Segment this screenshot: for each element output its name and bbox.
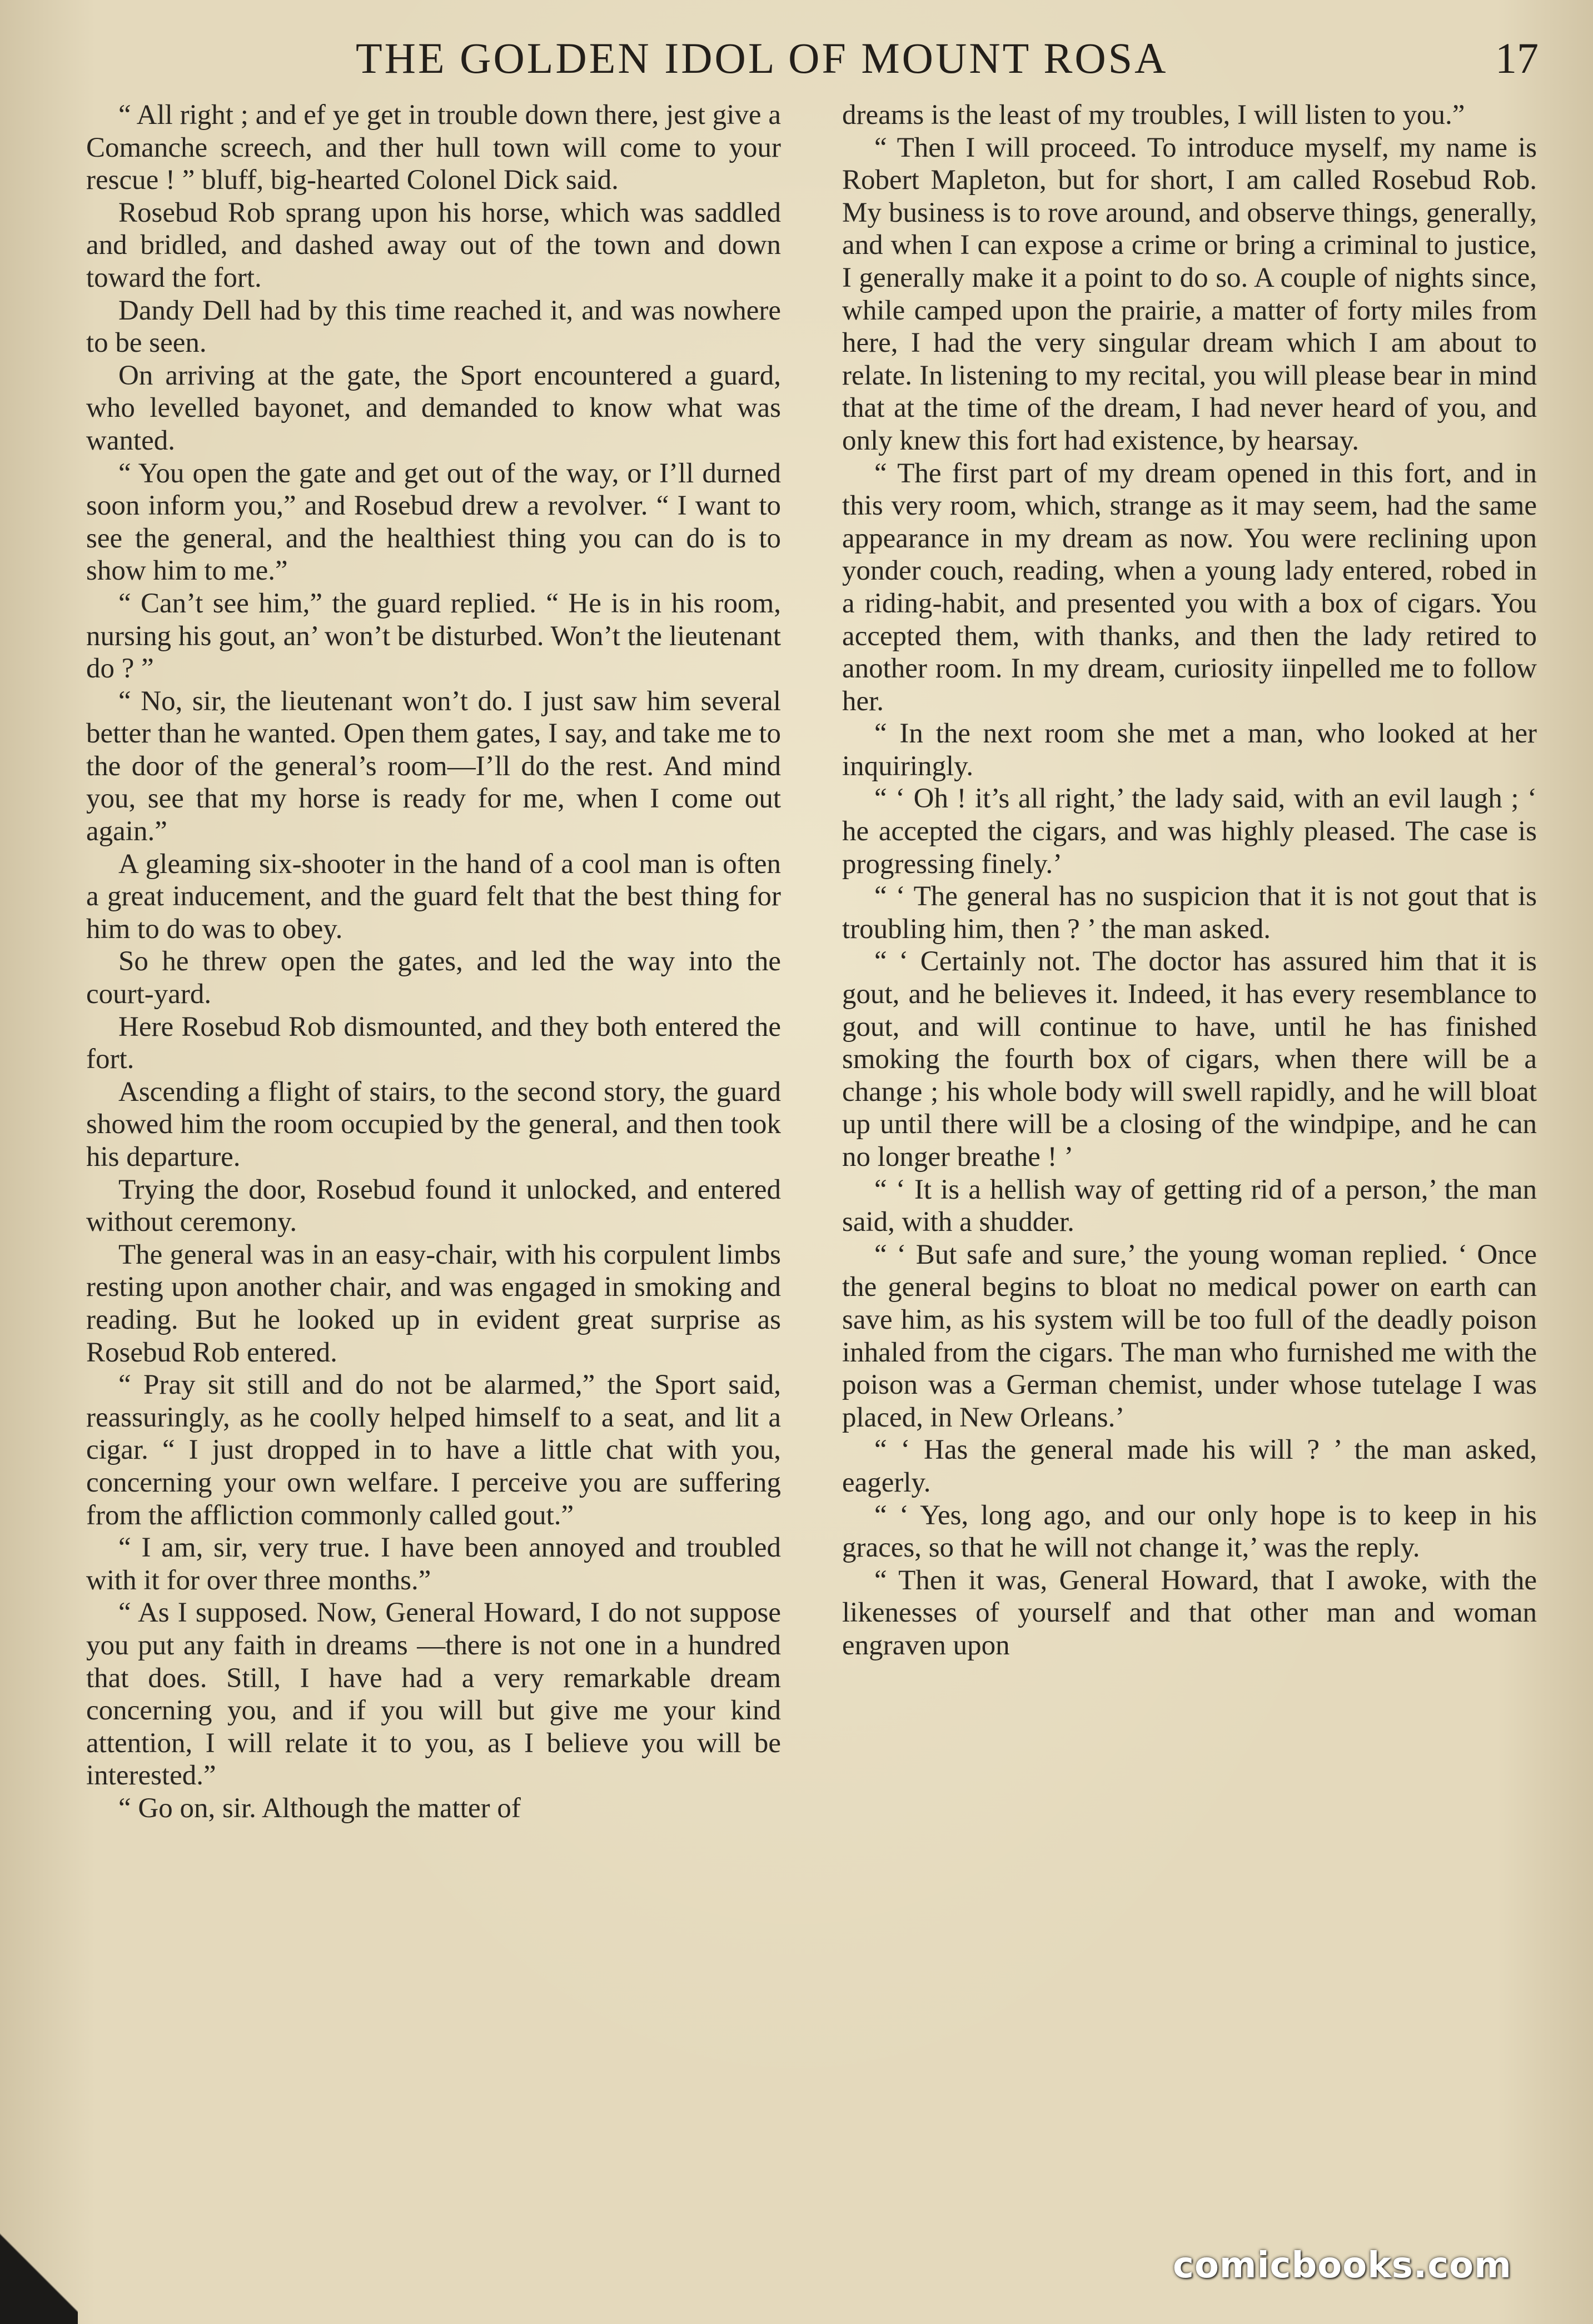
page-number: 17 bbox=[1495, 34, 1539, 82]
watermark: comicbooks.com bbox=[1173, 2245, 1512, 2286]
paragraph: On arriving at the gate, the Sport encountered a guard, who levelled bayonet, and demanded to know what was wanted. bbox=[86, 360, 781, 456]
paragraph: “ Pray sit still and do not be alarmed,” the Sport said, reassuringly, as he coolly helped himself to a seat, and lit a cigar. “ I just dropped in to have a little chat with you, concerning your own welfare. I perceive you are suffering from the affliction commonly called gout.” bbox=[86, 1369, 781, 1531]
page-corner-shadow bbox=[0, 2180, 78, 2324]
paragraph: Here Rosebud Rob dismounted, and they both entered the fort. bbox=[86, 1011, 781, 1075]
paragraph: So he threw open the gates, and led the way into the court-yard. bbox=[86, 946, 781, 1010]
paragraph: “ You open the gate and get out of the way, or I’ll durned soon inform you,” and Rosebud drew a revolver. “ I want to see the general, and the healthiest thing you can do is to show him to me.” bbox=[86, 457, 781, 587]
paragraph: “ ‘ Yes, long ago, and our only hope is to keep in his graces, so that he will not change it,’ was the reply. bbox=[842, 1499, 1537, 1564]
paragraph: “ ‘ But safe and sure,’ the young woman replied. ‘ Once the general begins to bloat no medical power on earth can save him, as his system will be too full of the deadly poison inhaled from the cigars. The man who furnished me with the poison was a German chemist, under whose tutelage I was placed, in New Orleans.’ bbox=[842, 1239, 1537, 1433]
paragraph: “ Go on, sir. Although the matter of bbox=[118, 1792, 521, 1824]
paragraph: “ I am, sir, very true. I have been annoyed and troubled with it for over three months.” bbox=[86, 1532, 781, 1596]
paragraph: “ ‘ It is a hellish way of getting rid of a person,’ the man said, with a shudder. bbox=[842, 1174, 1537, 1238]
paragraph: “ ‘ Has the general made his will ? ’ the man asked, eagerly. bbox=[842, 1434, 1537, 1498]
paragraph: Dandy Dell had by this time reached it, and was nowhere to be seen. bbox=[86, 295, 781, 359]
paragraph: The general was in an easy-chair, with his corpulent limbs resting upon another chair, and was engaged in smoking and reading. But he looked up in evident great surprise as Rosebud Rob entered. bbox=[86, 1239, 781, 1368]
paragraph: Rosebud Rob sprang upon his horse, which was saddled and bridled, and dashed away out of the town and down toward the fort. bbox=[86, 197, 781, 293]
paragraph: “ In the next room she met a man, who looked at her inquiringly. bbox=[842, 718, 1537, 782]
paragraph: “ Then I will proceed. To introduce myself, my name is Robert Mapleton, but for short, I am called Rosebud Rob. My business is to rove around, and observe things, generally, and when I can expose a crime or bring a criminal to justice, I generally make it a point to do so. A couple of nights since, while camped upon the prairie, a matter of forty miles from here, I had the very singular dream which I am about to relate. In listening to my recital, you will please bear in mind that at the time of the dream, I had never heard of you, and only knew this fort had existence, by hearsay. bbox=[842, 132, 1537, 456]
running-title: THE GOLDEN IDOL OF MOUNT ROSA bbox=[356, 34, 1168, 82]
paragraph: “ The first part of my dream opened in this fort, and in this very room, which, strange as it may seem, had the same appearance in my dream as now. You were reclining upon yonder couch, reading, when a young lady entered, robed in a riding-habit, and presented you with a box of cigars. You accepted them, with thanks, and then the lady retired to another room. In my dream, curiosity iinpelled me to follow her. bbox=[842, 457, 1537, 717]
right-column bbox=[842, 99, 1537, 1662]
paragraph: Trying the door, Rosebud found it unlocked, and entered without ceremony. bbox=[86, 1174, 781, 1238]
paragraph: “ As I supposed. Now, General Howard, I do not suppose you put any faith in dreams —there is not one in a hundred that does. Still, I have had a very remarkable dream concerning you, and if you will but give me your kind attention, I will relate it to you, as I believe you will be interested.” bbox=[86, 1597, 781, 1792]
paragraph: A gleaming six-shooter in the hand of a cool man is often a great inducement, and the guard felt that the best thing for him to do was to obey. bbox=[86, 848, 781, 945]
paragraph: “ No, sir, the lieutenant won’t do. I just saw him several better than he wanted. Open them gates, I say, and take me to the door of the general’s room—I’ll do the rest. And mind you, see that my horse is ready for me, when I come out again.” bbox=[86, 685, 781, 847]
paragraph: “ Can’t see him,” the guard replied. “ He is in his room, nursing his gout, an’ won’t be disturbed. Won’t the lieutenant do ? ” bbox=[86, 587, 781, 685]
paragraph: Ascending a flight of stairs, to the second story, the guard showed him the room occupied by the general, and then took his departure. bbox=[86, 1076, 781, 1173]
left-column bbox=[86, 99, 781, 1824]
paragraph: “ ‘ Oh ! it’s all right,’ the lady said, with an evil laugh ; ‘ he accepted the cigars, and was highly pleased. The case is progressing finely.’ bbox=[842, 783, 1537, 880]
paragraph: “ ‘ The general has no suspicion that it is not gout that is troubling him, then ? ’ the man asked. bbox=[842, 881, 1537, 945]
page-header bbox=[0, 33, 1593, 89]
paragraph: dreams is the least of my troubles, I will listen to you.” bbox=[842, 99, 1465, 131]
paragraph: “ Then it was, General Howard, that I awoke, with the likenesses of yourself and that other man and woman engraven upon bbox=[842, 1564, 1537, 1661]
paragraph: “ ‘ Certainly not. The doctor has assured him that it is gout, and he believes it. Indeed, it has every resemblance to gout, and will continue to have, until he has finished smoking the fourth box of cigars, when there will be a change ; his whole body will swell rapidly, and he will bloat up until there will be a closing of the windpipe, and he can no longer breathe ! ’ bbox=[842, 946, 1537, 1173]
paragraph: “ All right ; and ef ye get in trouble down there, jest give a Comanche screech, and ther hull town will come to your rescue ! ” bluff, big-hearted Colonel Dick said. bbox=[86, 99, 781, 196]
